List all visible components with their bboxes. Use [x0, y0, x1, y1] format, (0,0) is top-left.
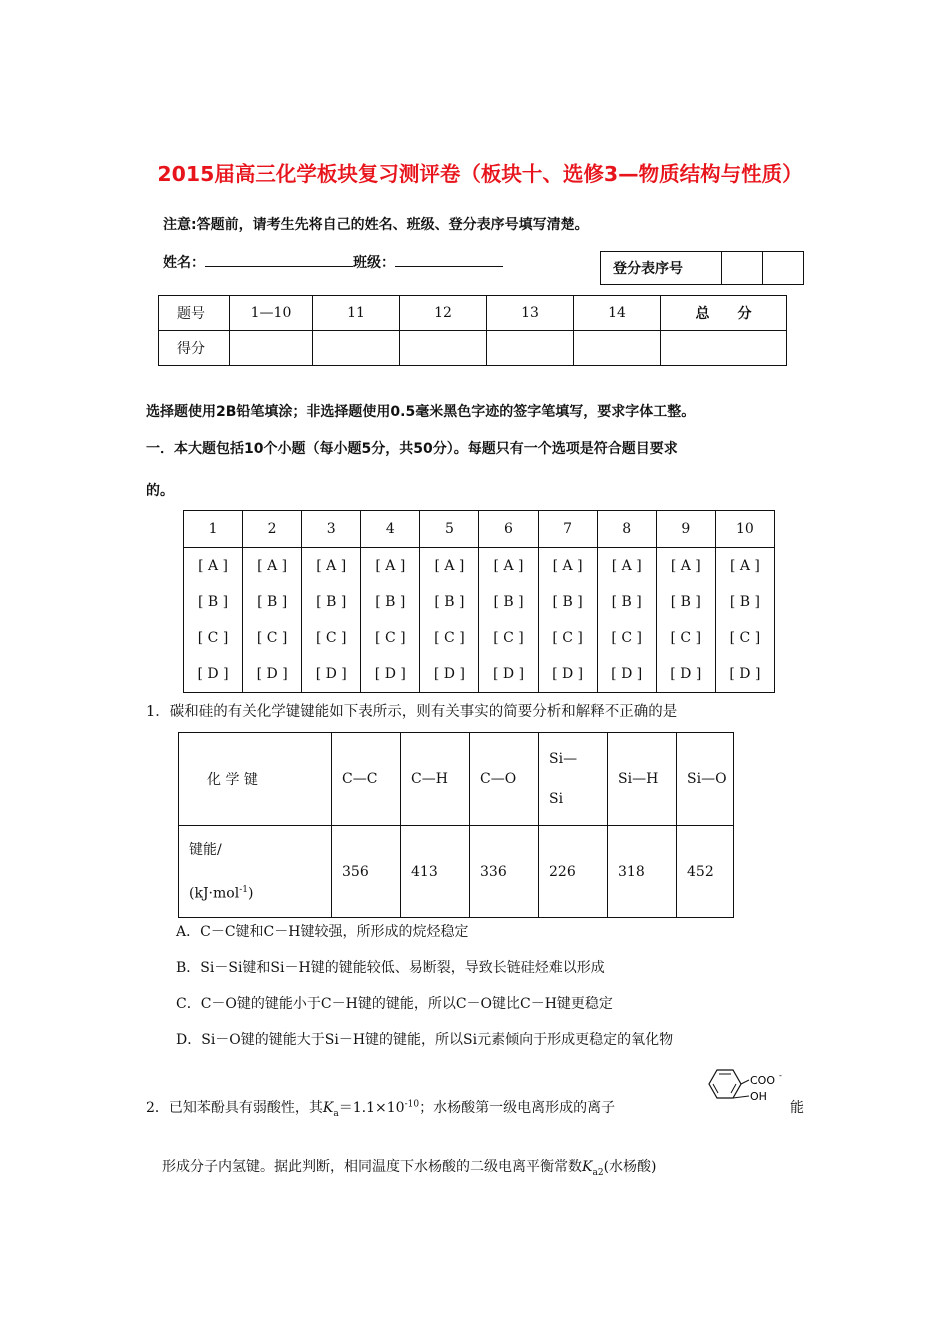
- answer-bubble[interactable]: [ C ]: [315, 630, 347, 646]
- answer-bubble[interactable]: [ A ]: [375, 558, 406, 574]
- energy-unit-close: ): [247, 885, 254, 902]
- answer-bubble[interactable]: [ D ]: [197, 666, 229, 682]
- answer-options-cell: [597, 548, 656, 693]
- struct-minus: -: [779, 1071, 782, 1080]
- section1-heading-cont: 的。: [146, 483, 174, 499]
- answer-bubble[interactable]: [ D ]: [315, 666, 347, 682]
- score-row-label: 得分: [159, 331, 230, 366]
- energy-row-label: [179, 826, 332, 918]
- answer-bubble[interactable]: [ D ]: [433, 666, 465, 682]
- instruction-text: 选择题使用2B铅笔填涂；非选择题使用0.5毫米黑色字迹的签字笔填写，要求字体工整。: [146, 404, 696, 420]
- answer-number: 5: [420, 511, 479, 548]
- answer-bubble[interactable]: [ A ]: [552, 558, 583, 574]
- answer-bubble[interactable]: [ B ]: [552, 594, 583, 610]
- bond-energy-table: [178, 732, 734, 918]
- notice-text: 注意:答题前，请考生先将自己的姓名、班级、登分表序号填写清楚。: [163, 217, 589, 233]
- answer-bubble[interactable]: [ B ]: [316, 594, 347, 610]
- energy-label-line1: 键能/: [189, 841, 222, 858]
- q2-exponent: -10: [404, 1099, 420, 1110]
- answer-bubble[interactable]: [ B ]: [375, 594, 406, 610]
- q1-option-c: C．C－O键的键能小于C－H键的键能，所以C－O键比C－H键更稳定: [176, 996, 613, 1012]
- q2-ka2-sub: a2: [592, 1167, 604, 1178]
- answer-options-cell: [243, 548, 302, 693]
- answer-bubble[interactable]: [ C ]: [552, 630, 583, 646]
- answer-bubble[interactable]: [ A ]: [611, 558, 642, 574]
- class-label: 班级：: [353, 255, 395, 271]
- answer-bubble[interactable]: [ D ]: [611, 666, 643, 682]
- score-header-cell: 12: [400, 296, 487, 331]
- answer-bubble[interactable]: [ A ]: [257, 558, 288, 574]
- answer-number: 7: [538, 511, 597, 548]
- answer-bubble[interactable]: [ C ]: [611, 630, 642, 646]
- answer-number: 9: [656, 511, 715, 548]
- answer-bubble[interactable]: [ A ]: [670, 558, 701, 574]
- q2-stem-a: 2．已知苯酚具有弱酸性，其: [146, 1100, 323, 1116]
- answer-number: 10: [715, 511, 774, 548]
- register-cell[interactable]: [722, 252, 763, 285]
- answer-options-cell: [538, 548, 597, 693]
- score-cell[interactable]: [574, 331, 661, 366]
- name-label: 姓名：: [163, 255, 205, 271]
- register-number-box: [600, 251, 804, 285]
- score-cell[interactable]: [400, 331, 487, 366]
- answer-options-cell: [361, 548, 420, 693]
- answer-sheet: [183, 510, 775, 693]
- score-header-cell: 总 分: [661, 296, 787, 331]
- energy-cell: 413: [401, 826, 470, 918]
- answer-options-cell: [302, 548, 361, 693]
- score-header-cell: 11: [313, 296, 400, 331]
- bond-cell: Si—O: [677, 733, 734, 826]
- answer-options-cell: [656, 548, 715, 693]
- answer-bubble[interactable]: [ C ]: [670, 630, 702, 646]
- score-table: [158, 295, 787, 366]
- bond-cell-line2: Si: [549, 791, 564, 807]
- bond-cell: Si—H: [608, 733, 677, 826]
- page-title: 2015届高三化学板块复习测评卷（板块十、选修3—物质结构与性质）: [157, 162, 803, 186]
- answer-number: 2: [243, 511, 302, 548]
- answer-bubble[interactable]: [ D ]: [374, 666, 406, 682]
- energy-unit-exp: -1: [239, 884, 248, 895]
- score-header-cell: 13: [487, 296, 574, 331]
- section1-heading: 一．本大题包括10个小题（每小题5分，共50分）。每题只有一个选项是符合题目要求: [146, 441, 678, 457]
- bond-cell: C—H: [401, 733, 470, 826]
- bond-row-label: 化 学 键: [179, 733, 332, 826]
- answer-options-cell: [715, 548, 774, 693]
- answer-bubble[interactable]: [ C ]: [729, 630, 761, 646]
- score-cell[interactable]: [230, 331, 313, 366]
- q2-ka-sub: a: [333, 1108, 339, 1119]
- q1-option-b: B．Si－Si键和Si－H键的键能较低、易断裂，导致长链硅烃难以形成: [176, 960, 605, 976]
- answer-bubble[interactable]: [ D ]: [256, 666, 288, 682]
- answer-bubble[interactable]: [ B ]: [197, 594, 229, 610]
- answer-bubble[interactable]: [ B ]: [257, 594, 288, 610]
- answer-options-cell: [420, 548, 479, 693]
- score-header-cell: 题号: [159, 296, 230, 331]
- score-header-cell: 14: [574, 296, 661, 331]
- answer-bubble[interactable]: [ C ]: [375, 630, 406, 646]
- q2-line2: [162, 1156, 657, 1178]
- answer-bubble[interactable]: [ B ]: [729, 594, 760, 610]
- q2-stem-end: 能: [790, 1100, 804, 1116]
- energy-label-line2: [189, 870, 331, 914]
- energy-cell: 356: [332, 826, 401, 918]
- answer-bubble[interactable]: [ C ]: [493, 630, 524, 646]
- answer-bubble[interactable]: [ A ]: [316, 558, 347, 574]
- answer-number: 6: [479, 511, 538, 548]
- q2-stem-b: ＝1.1×10: [338, 1100, 405, 1116]
- q2-line2-a: 形成分子内氢键。据此判断，相同温度下水杨酸的二级电离平衡常数: [162, 1159, 582, 1175]
- score-cell[interactable]: [661, 331, 787, 366]
- q2-ka2: K: [582, 1159, 593, 1175]
- class-blank[interactable]: [395, 252, 503, 267]
- bond-cell: C—C: [332, 733, 401, 826]
- q2-line2-b: (水杨酸): [603, 1159, 657, 1175]
- bond-cell: [539, 733, 608, 826]
- name-blank[interactable]: [205, 252, 353, 267]
- answer-bubble[interactable]: [ B ]: [434, 594, 465, 610]
- answer-number: 8: [597, 511, 656, 548]
- q1-option-a: A．C－C键和C－H键较强，所形成的烷烃稳定: [176, 924, 469, 940]
- answer-number: 3: [302, 511, 361, 548]
- register-label: 登分表序号: [601, 252, 722, 285]
- bond-cell-line1: Si—: [549, 751, 578, 767]
- answer-bubble[interactable]: [ C ]: [434, 630, 465, 646]
- answer-bubble[interactable]: [ C ]: [197, 630, 229, 646]
- answer-bubble[interactable]: [ A ]: [434, 558, 465, 574]
- register-cell[interactable]: [763, 252, 804, 285]
- answer-bubble[interactable]: [ B ]: [670, 594, 701, 610]
- q1-option-d: D．Si－O键的键能大于Si－H键的键能，所以Si元素倾向于形成更稳定的氧化物: [176, 1032, 674, 1048]
- answer-bubble[interactable]: [ A ]: [198, 558, 229, 574]
- energy-unit: (kJ·mol: [189, 885, 240, 902]
- energy-cell: 336: [470, 826, 539, 918]
- answer-bubble[interactable]: [ C ]: [256, 630, 288, 646]
- struct-oh: OH: [750, 1090, 767, 1103]
- q2-ka: K: [322, 1100, 334, 1116]
- struct-coo: COO: [750, 1074, 775, 1087]
- score-header-cell: 1—10: [230, 296, 313, 331]
- score-cell[interactable]: [487, 331, 574, 366]
- answer-bubble[interactable]: [ B ]: [611, 594, 642, 610]
- answer-number: 4: [361, 511, 420, 548]
- answer-bubble[interactable]: [ D ]: [552, 666, 584, 682]
- answer-bubble[interactable]: [ D ]: [729, 666, 761, 682]
- energy-cell: 318: [608, 826, 677, 918]
- q2-stem: [146, 1097, 615, 1119]
- answer-bubble[interactable]: [ A ]: [493, 558, 524, 574]
- answer-bubble[interactable]: [ D ]: [670, 666, 702, 682]
- answer-bubble[interactable]: [ B ]: [493, 594, 524, 610]
- score-cell[interactable]: [313, 331, 400, 366]
- name-class-line: [163, 252, 503, 272]
- energy-cell: 226: [539, 826, 608, 918]
- answer-options-cell: [479, 548, 538, 693]
- q1-stem: 1．碳和硅的有关化学键键能如下表所示，则有关事实的简要分析和解释不正确的是: [146, 704, 678, 720]
- answer-bubble[interactable]: [ D ]: [492, 666, 525, 682]
- bond-cell: C—O: [470, 733, 539, 826]
- answer-number: 1: [184, 511, 243, 548]
- energy-cell: 452: [677, 826, 734, 918]
- salicylate-structure: [703, 1066, 791, 1118]
- answer-bubble[interactable]: [ A ]: [729, 558, 760, 574]
- answer-options-cell: [184, 548, 243, 693]
- q2-stem-c: ；水杨酸第一级电离形成的离子: [419, 1100, 616, 1116]
